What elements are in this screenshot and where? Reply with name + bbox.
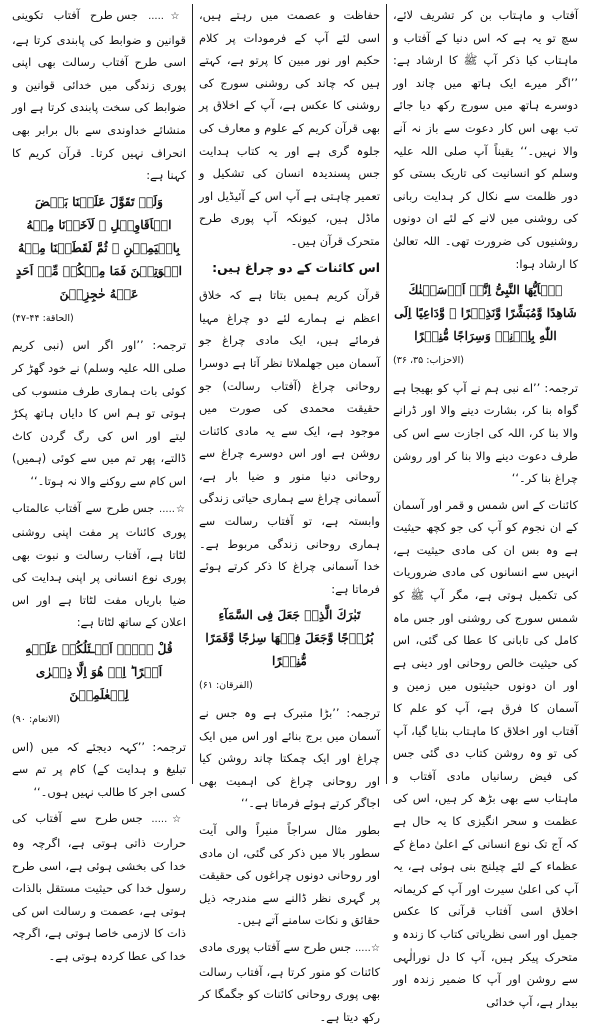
text-column-middle (192, 4, 387, 1024)
translation-paragraph: ترجمہ: ’’اور اگر اس (نبی کریم صلی اللہ علیہ وسلم) نے خود گھڑ کر کوئی بات ہماری طرف منسوب کی ہوتی تو ہم اس کا دایاں ہاتھ پکڑ لیتے اور اس کی رگ گردن کاٹ ڈالتے، پھر تم میں سے کوئی (ہمیں) اس کام سے روکنے والا نہ ہوتا۔‘‘ (12, 338, 186, 488)
paragraph: قرآن کریم ہمیں بتاتا ہے کہ خلاق اعظم نے ہمارے لئے دو چراغ مہیا فرمائے ہیں، ایک مادی چراغ جو آسمان میں جھلملاتا نظر آتا ہے دوسرا روحانی چراغ (آفتاب رسالت) جو حقیقت محمدی کی صورت میں موجود ہے، ایک سے یہ مادی کائنات روشن ہے اور اس دوسرے چراغ سے روحانی دنیا منور و ضیا بار ہے، آسمانی چراغ سے ہماری حیاتی زندگی وابستہ ہے، تو آفتاب رسالت سے ہماری روحانی زندگی مربوط ہے۔ خدا آسمانی چراغ کا ذکر کرتے ہوئے فرماتا ہے: (199, 288, 380, 596)
verse-reference: (الحاقة: ۴۴-۴۷) (12, 312, 74, 324)
paragraph-text: جس طرح آفتاب تکوینی قوانین و ضوابط کی پابندی کرتا ہے، اسی طرح آفتاب رسالت بھی اپنی پوری زندگی میں خدائی قوانین و ضوابط کی سخت پابندی کرتا ہے اور منشائے خداوندی سے بال برابر بھی انحراف نہیں کرتا۔ قرآن کریم کا کہنا ہے: (12, 8, 186, 183)
translation-paragraph: ترجمہ: ’’کہہ دیجئے کہ میں (اس تبلیغ و ہدایت کے) کام پر تم سے کسی اجر کا طالب نہیں ہوں۔‘‘ (12, 739, 186, 799)
quran-verse: يٰۤاَيُّهَا النَّبِىُّ اِنَّاۤ اَرۡسَلۡنٰكَ شَاهِدًا وَّمُبَشِّرًا وَّنَذِيۡرًا ۙ‏ وَّدَاعِيًا اِلَى اللّٰهِ بِاِذۡنِهٖ وَسِرَاجًا مُّنِيۡرًا‏ (394, 283, 577, 344)
paragraph: آفتاب و ماہتاب بن کر تشریف لائے، سچ تو یہ ہے کہ اس دنیا کے آفتاب و ماہتاب کیا ذکر آپ ﷺ کا ارشاد ہے: ’’اگر میرے ایک ہاتھ میں چاند اور دوسرے ہاتھ میں سورج رکھ دیا جائے تب بھی اس کار دعوت سے باز نہ آنے والا نہیں۔‘‘ یقیناً آپ صلی اللہ علیہ وسلم کو انسانیت کی تاریک بستی کو دور ظلمت سے نکال کر ہدایت ربانی کی روشنی میں لانے کے لئے ان دونوں روشنیوں کی ضرورت تھی۔ اللہ تعالیٰ کا ارشاد ہوا: (393, 8, 578, 271)
translation-paragraph: ترجمہ: ’’بڑا متبرک ہے وہ جس نے آسمان میں برج بنائے اور اس میں ایک چراغ اور ایک چمکتا چاند روشن کیا اور روحانی چراغ کی اہمیت بھی اجاگر کرتے ہوئے فرماتا ہے۔‘‘ (199, 706, 380, 811)
paragraph: حفاظت و عصمت میں رہتے ہیں، اسی لئے آپ کے فرمودات پر کلام حکیم اور نور مبین کا پرتو ہے، کہتے ہیں کہ چاند کی روشنی سورج کی روشنی کا عکس ہے، آپ کے اخلاق پر بھی قرآن کریم کے علوم و معارف کی جلوہ گری ہے اور یہ کتاب ہدایت جس پسندیدہ انسان کی تشکیل و تعمیر چاہتی ہے آپ اس کے آئیڈیل اور ماڈل ہیں، کیونکہ آپ پوری طرح متحرک قرآن ہیں۔ (199, 8, 380, 248)
paragraph-text: جس طرح سے آفتاب عالمتاب پوری کائنات پر مفت اپنی روشنی لٹاتا ہے، آفتاب رسالت و نبوت بھی پوری نوع انسانی پر اپنی ہدایت کی ضیا باریاں مفت لٹاتا ہے اور اس اعلان کے ساتھ لٹاتا ہے: (12, 500, 186, 630)
star-bullet-icon: ☆..... (354, 942, 380, 954)
verse-reference: (الفرقان: ۶۱) (199, 680, 253, 692)
paragraph: کائنات کے اس شمس و قمر اور آسمان کے ان نجوم کو آپ کی جو کچھ حیثیت ہے وہ بس ان کی مادی حیثیت ہے، انہیں سے انسانوں کی مادی ضروریات کی تکمیل ہوتی ہے، مگر آپ ﷺ کو شمس سورج کی روشنی اور جس ماہ کامل کی تابانی کا عطا کی گئی، اس کی حیثیت خالص روحانی اور دینی ہے اور ان دونوں حیثیتوں میں زمین و آسمان کا فرق ہے، آپ کو علم کا آفتاب اور اخلاق کا ماہتاب بنایا گیا، آپ کی تو وہ روشن کتاب دی گئی جس کی فیض رسانیاں مادی آفتاب و ماہتاب سے بھی بڑھ کر ہیں، اس کی عظمت و سحر انگیزی کا یہ حال ہے کہ آج تک نوع انسانی کے اعلیٰ دماغ کے عظماء کے لئے چیلنج بنی ہوئی ہے، یہ آپ کی اعلیٰ سیرت اور آپ کے کریمانہ اخلاق اسی آفتاب قرآنی کا عکس جمیل اور اسی نظریاتی کتاب کا زندہ و متحرک پیکر ہیں، آپ کا دل نورالٰہی سے روشن اور آپ کا ضمیر زندہ اور بیدار ہے، آپ خدائی (393, 497, 578, 1009)
paragraph-text: جس طرح سے آفتاب کی حرارت ذاتی ہوتی ہے، اگرچہ وہ خدا کی بخشی ہوئی ہے، اسی طرح رسول خدا کی حیثیت مستقل بالذات ہوتی ہے، عصمت و رسالت اس کی ذات کا لازمی خاصا ہوتی ہے، اگرچہ خدا کی عطا کردہ ہوتی ہے۔ (12, 811, 186, 963)
quran-verse: وَلَوۡ تَقَوَّلَ عَلَيۡنَا بَعۡضَ الۡاَقَاوِيۡلِ ۙ‏ لَاَخَذۡنَا مِنۡهُ بِالۡيَمِيۡنِ ۙ‏ ثُمَّ لَقَطَعۡنَا مِنۡهُ الۡوَتِيۡنَ فَمَا مِنۡكُمۡ مِّنۡ اَحَدٍ عَنۡهُ حٰجِزِيۡنَ (15, 194, 183, 301)
verse-reference: (الانعام: ۹۰) (12, 714, 60, 726)
verse-reference: (الاحزاب: ۳۵، ۳۶) (393, 355, 464, 367)
translation-paragraph: ترجمہ: ’’اے نبی ہم نے آپ کو بھیجا ہے گواہ بنا کر، بشارت دینے والا اور ڈرانے والا بنا کر، اللہ کی اجازت سے اس کی طرف دعوت دینے والا بنا کر اور روشن چراغ بنا کر۔‘‘ (393, 380, 578, 486)
bullet-paragraph (199, 936, 380, 1028)
text-column-left (6, 4, 192, 963)
section-heading: اس کائنات کے دو چراغ ہیں: (212, 259, 380, 275)
bullet-paragraph (12, 4, 186, 187)
bullet-paragraph (12, 497, 186, 635)
quran-verse: قُلْ لَّاۤ اَسۡـئَلُكُمۡ عَلَيۡهِ اَجۡرًا ؕ اِنۡ هُوَ اِلَّا ذِكۡرٰى لِلۡعٰلَمِيۡنَ (25, 642, 173, 703)
quran-verse: تَبٰرَكَ الَّذِىۡ جَعَلَ فِى السَّمَآءِ بُرُوۡجًا وَّجَعَلَ فِيۡهَا سِرٰجًا وَّقَمَرًا مُّنِيۡرًا (205, 608, 374, 669)
text-column-right (387, 4, 584, 1009)
star-bullet-icon: ☆..... (159, 503, 187, 515)
star-bullet-icon: ☆..... (151, 814, 187, 826)
paragraph: بطور مثال سراجاً منیراً والی آیت سطور بالا میں ذکر کی گئی، ان مادی اور روحانی دونوں چراغوں کی حقیقت پر گہری نظر ڈالنے سے مندرجہ ذیل حقائق و نکات سامنے آتے ہیں۔ (199, 823, 380, 928)
bullet-paragraph (12, 807, 186, 967)
star-bullet-icon: ☆..... (148, 11, 187, 22)
paragraph-text: جس طرح سے آفتاب پوری مادی کائنات کو منور کرتا ہے، آفتاب رسالت بھی پوری روحانی کائنات کو جگمگا کر رکھ دیتا ہے۔ (199, 939, 380, 1024)
